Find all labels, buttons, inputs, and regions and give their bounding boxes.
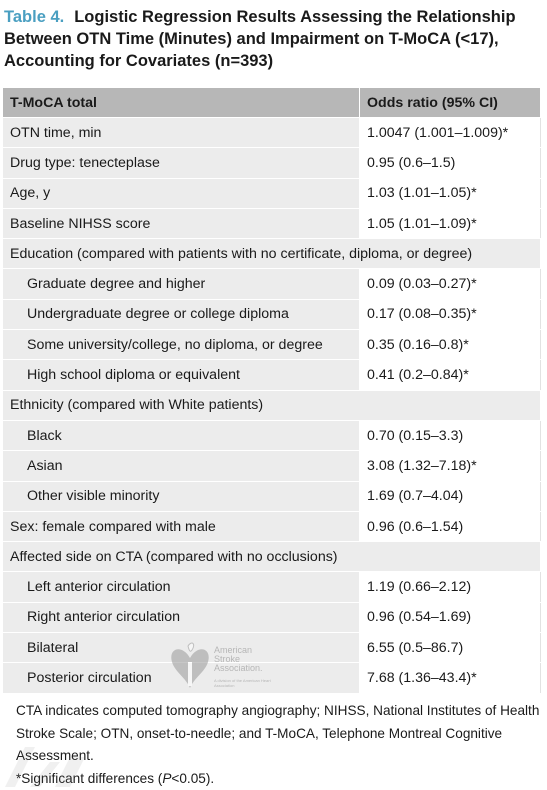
table-row bbox=[3, 148, 541, 178]
row-label: Sex: female compared with male bbox=[3, 511, 360, 541]
logo-wordmark: American Stroke Association. bbox=[214, 646, 263, 673]
row-value: 1.19 (0.66–2.12) bbox=[360, 572, 541, 602]
heart-torch-icon bbox=[168, 638, 212, 696]
row-label: High school diploma or equivalent bbox=[3, 360, 360, 390]
significance-note: *Significant differences (P<0.05). bbox=[2, 768, 542, 790]
table-row bbox=[3, 330, 541, 360]
section-row-ethnicity bbox=[3, 390, 541, 420]
row-label: Bilateral bbox=[3, 633, 360, 663]
results-table bbox=[2, 87, 541, 694]
row-label: Other visible minority bbox=[3, 481, 360, 511]
table-title bbox=[4, 6, 540, 72]
section-label: Affected side on CTA (compared with no occlusions) bbox=[3, 542, 541, 572]
table-row bbox=[3, 118, 541, 148]
section-row-affected-side bbox=[3, 542, 541, 572]
row-value: 1.0047 (1.001–1.009)* bbox=[360, 118, 541, 148]
row-label: Asian bbox=[3, 451, 360, 481]
section-label: Education (compared with patients with no certificate, diploma, or degree) bbox=[3, 239, 541, 269]
row-value: 0.09 (0.03–0.27)* bbox=[360, 269, 541, 299]
section-label: Ethnicity (compared with White patients) bbox=[3, 390, 541, 420]
row-label: Age, y bbox=[3, 178, 360, 208]
row-value: 0.35 (0.16–0.8)* bbox=[360, 330, 541, 360]
row-label: Baseline NIHSS score bbox=[3, 208, 360, 238]
row-label: Undergraduate degree or college diploma bbox=[3, 299, 360, 329]
logo-tagline: A division of the American Heart Association bbox=[214, 678, 278, 688]
table-row bbox=[3, 511, 541, 541]
row-label: Posterior circulation bbox=[3, 663, 360, 693]
table-row bbox=[3, 420, 541, 450]
header-cell-variable: T-MoCA total bbox=[3, 88, 360, 118]
row-value: 0.95 (0.6–1.5) bbox=[360, 148, 541, 178]
header-cell-odds-ratio: Odds ratio (95% CI) bbox=[360, 88, 541, 118]
table-row bbox=[3, 208, 541, 238]
table-row bbox=[3, 602, 541, 632]
row-value: 1.03 (1.01–1.05)* bbox=[360, 178, 541, 208]
row-value: 1.05 (1.01–1.09)* bbox=[360, 208, 541, 238]
abbreviations-note: CTA indicates computed tomography angiography; NIHSS, National Institutes of Health Stroke Scale; OTN, onset-to-needle; and T-MoCA, Telephone Montreal Cognitive Assessment. bbox=[2, 700, 542, 768]
table-row bbox=[3, 572, 541, 602]
table-row bbox=[3, 360, 541, 390]
row-value: 7.68 (1.36–43.4)* bbox=[360, 663, 541, 693]
table-header-row bbox=[3, 88, 541, 118]
row-value: 0.41 (0.2–0.84)* bbox=[360, 360, 541, 390]
row-value: 0.17 (0.08–0.35)* bbox=[360, 299, 541, 329]
row-label: Right anterior circulation bbox=[3, 602, 360, 632]
table-row bbox=[3, 451, 541, 481]
section-row-education bbox=[3, 239, 541, 269]
row-value: 1.69 (0.7–4.04) bbox=[360, 481, 541, 511]
table-row bbox=[3, 481, 541, 511]
row-value: 6.55 (0.5–86.7) bbox=[360, 633, 541, 663]
row-label: OTN time, min bbox=[3, 118, 360, 148]
row-label: Graduate degree and higher bbox=[3, 269, 360, 299]
row-label: Black bbox=[3, 420, 360, 450]
table-row bbox=[3, 269, 541, 299]
row-value: 0.96 (0.6–1.54) bbox=[360, 511, 541, 541]
table-row bbox=[3, 178, 541, 208]
american-stroke-association-logo bbox=[168, 638, 278, 696]
row-value: 0.96 (0.54–1.69) bbox=[360, 602, 541, 632]
watermark-graphic bbox=[0, 742, 90, 787]
table-number: Table 4. bbox=[4, 8, 64, 26]
table-title-text: Logistic Regression Results Assessing the Relationship Between OTN Time (Minutes) and Impairment on T-MoCA (<17), Accounting for Covariates (n=393) bbox=[4, 8, 516, 70]
row-label: Drug type: tenecteplase bbox=[3, 148, 360, 178]
row-label: Left anterior circulation bbox=[3, 572, 360, 602]
table-row bbox=[3, 299, 541, 329]
row-value: 3.08 (1.32–7.18)* bbox=[360, 451, 541, 481]
row-label: Some university/college, no diploma, or degree bbox=[3, 330, 360, 360]
row-value: 0.70 (0.15–3.3) bbox=[360, 420, 541, 450]
